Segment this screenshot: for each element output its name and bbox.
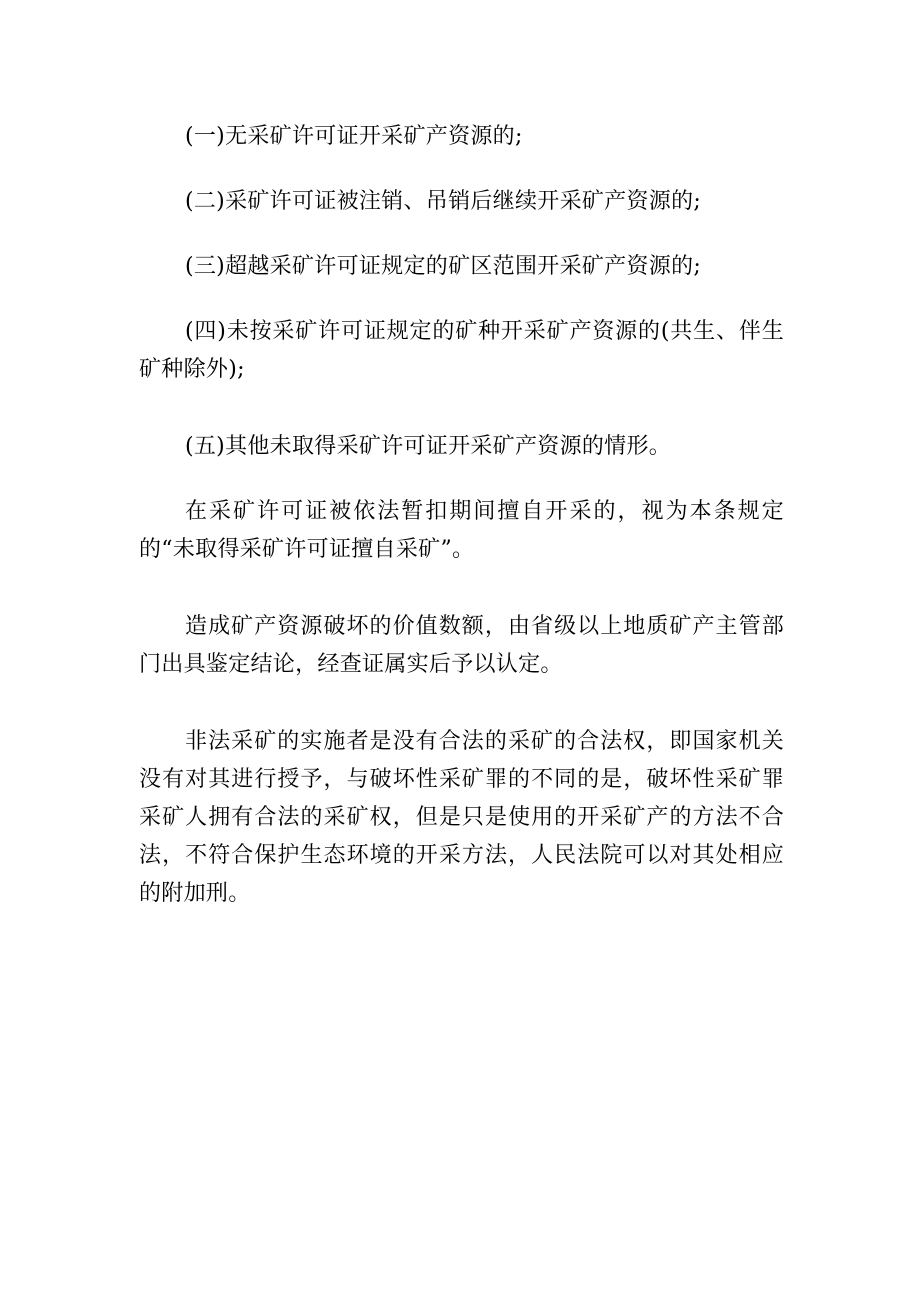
list-item-5: (五)其他未取得采矿许可证开采矿产资源的情形。 — [185, 434, 672, 459]
paragraph-valuation: 造成矿产资源破坏的价值数额，由省级以上地质矿产主管部门出具鉴定结论，经查证属实后予以认定。 — [139, 614, 784, 677]
paragraph-comparison: 非法采矿的实施者是没有合法的采矿的合法权，即国家机关没有对其进行授予，与破坏性采矿罪的不同的是，破坏性采矿罪采矿人拥有合法的采矿权，但是只是使用的开采矿产的方法不合法，不符合保护生态环境的开采方法，人民法院可以对其处相应的附加刑。 — [139, 729, 784, 906]
list-item-2: (二)采矿许可证被注销、吊销后继续开采矿产资源的; — [185, 189, 702, 214]
list-item-3: (三)超越采矿许可证规定的矿区范围开采矿产资源的; — [185, 254, 702, 279]
list-item-1: (一)无采矿许可证开采矿产资源的; — [185, 124, 523, 149]
paragraph-suspension: 在采矿许可证被依法暂扣期间擅自开采的，视为本条规定的“未取得采矿许可证擅自采矿”。 — [139, 499, 784, 562]
list-item-4: (四)未按采矿许可证规定的矿种开采矿产资源的(共生、伴生矿种除外); — [139, 319, 784, 382]
